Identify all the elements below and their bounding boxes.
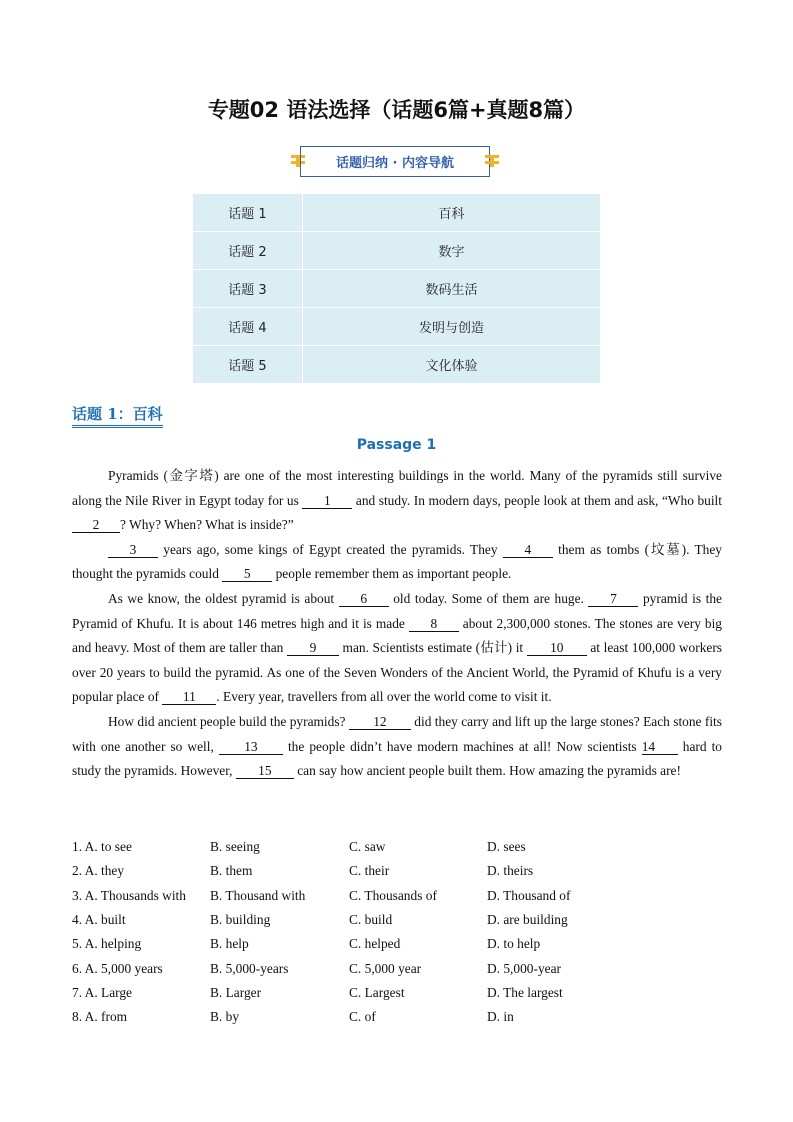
topic-table xyxy=(193,194,600,384)
passage-text-segment: old today. Some of them are huge. xyxy=(388,590,589,606)
option-b[interactable]: B. by xyxy=(210,1009,240,1025)
blank-8[interactable]: 8 xyxy=(409,616,459,632)
topic-name: 文化体验 xyxy=(303,346,600,384)
option-c[interactable]: C. Thousands of xyxy=(349,887,437,903)
option-c[interactable]: C. saw xyxy=(349,839,386,855)
question-options-row xyxy=(72,981,627,1005)
passage-text-segment: hard to study the pyramids. However, xyxy=(72,738,723,779)
option-a[interactable] xyxy=(72,839,210,855)
passage-text-segment: people remember them as important people. xyxy=(272,566,512,582)
option-c[interactable]: C. 5,000 year xyxy=(349,960,422,976)
option-d[interactable]: D. sees xyxy=(487,839,526,855)
option-c[interactable]: C. Largest xyxy=(349,984,405,1000)
passage-text xyxy=(72,464,722,784)
blank-1[interactable]: 1 xyxy=(302,493,352,509)
passage-text-segment: at least 100,000 workers over 20 years to build the pyramid. As one of the Seven Wonders of the Ancient World, the Pyramid of Khufu is a very popular place of xyxy=(72,640,723,705)
option-d[interactable]: D. Thousand of xyxy=(487,887,571,903)
passage-text-segment: As we know, the oldest pyramid is about xyxy=(108,590,339,606)
option-a[interactable] xyxy=(72,1009,210,1025)
answer-options xyxy=(72,835,627,1029)
option-d[interactable]: D. theirs xyxy=(487,863,534,879)
question-number: 3. xyxy=(72,887,83,903)
nav-box xyxy=(300,146,490,177)
passage-paragraph xyxy=(72,710,722,784)
passage-paragraph xyxy=(72,464,722,538)
blank-2[interactable]: 2 xyxy=(72,517,120,533)
question-number: 6. xyxy=(72,960,83,976)
question-number: 4. xyxy=(72,912,83,928)
option-c[interactable]: C. of xyxy=(349,1009,376,1025)
option-a[interactable] xyxy=(72,936,210,952)
option-text: A. helping xyxy=(82,936,142,952)
passage-text-segment: the people didn’t have modern machines at all! Now scientists xyxy=(282,738,642,754)
topic-name: 数字 xyxy=(303,232,600,270)
question-number: 1. xyxy=(72,839,83,855)
topic-row xyxy=(193,308,600,346)
blank-12[interactable]: 12 xyxy=(349,714,411,730)
passage-text-segment: years ago, some kings of Egypt created the pyramids. They xyxy=(158,541,503,557)
passage-paragraph xyxy=(72,587,722,710)
option-text: A. built xyxy=(82,912,126,928)
option-text: A. Large xyxy=(82,984,132,1000)
topic-row xyxy=(193,194,600,232)
option-d[interactable]: D. 5,000-year xyxy=(487,960,561,976)
topic-name: 百科 xyxy=(303,194,600,232)
topic-row xyxy=(193,232,600,270)
question-number: 7. xyxy=(72,984,83,1000)
blank-9[interactable]: 9 xyxy=(287,640,339,656)
blank-11[interactable]: 11 xyxy=(162,689,216,705)
topic-label: 话题 3 xyxy=(193,270,303,308)
topic-label: 话题 5 xyxy=(193,346,303,384)
topic-name: 数码生活 xyxy=(303,270,600,308)
question-options-row xyxy=(72,859,627,883)
option-b[interactable]: B. Thousand with xyxy=(210,887,306,903)
topic-name: 发明与创造 xyxy=(303,308,600,346)
passage-text-segment: ? Why? When? What is inside?” xyxy=(120,517,294,533)
option-b[interactable]: B. help xyxy=(210,936,249,952)
blank-7[interactable]: 7 xyxy=(588,591,638,607)
option-b[interactable]: B. Larger xyxy=(210,984,262,1000)
option-d[interactable]: D. to help xyxy=(487,936,541,952)
option-c[interactable]: C. their xyxy=(349,863,390,879)
blank-6[interactable]: 6 xyxy=(339,591,389,607)
option-text: A. Thousands with xyxy=(82,887,186,903)
option-b[interactable]: B. them xyxy=(210,863,253,879)
option-b[interactable]: B. seeing xyxy=(210,839,260,855)
option-b[interactable]: B. building xyxy=(210,912,271,928)
topic-label: 话题 4 xyxy=(193,308,303,346)
blank-13[interactable]: 13 xyxy=(219,739,283,755)
blank-3[interactable]: 3 xyxy=(108,542,158,558)
passage-text-segment: about 2,300,000 stones. The stones are very big and heavy. Most of them are taller than xyxy=(72,615,722,656)
nav-box-label: 话题归纳 · 内容导航 xyxy=(336,156,454,171)
blank-4[interactable]: 4 xyxy=(503,542,553,558)
question-number: 2. xyxy=(72,863,83,879)
option-text: A. to see xyxy=(82,839,132,855)
option-a[interactable] xyxy=(72,961,210,977)
question-options-row xyxy=(72,932,627,956)
topic-label: 话题 2 xyxy=(193,232,303,270)
question-options-row xyxy=(72,835,627,859)
option-d[interactable]: D. are building xyxy=(487,912,568,928)
option-a[interactable] xyxy=(72,888,210,904)
option-text: A. from xyxy=(82,1009,128,1025)
question-number: 8. xyxy=(72,1009,83,1025)
topic-label: 话题 1 xyxy=(193,194,303,232)
passage-text-segment: did they carry and lift up the large stones? Each stone fits with one another so well, xyxy=(72,713,722,754)
question-options-row xyxy=(72,1005,627,1029)
question-options-row xyxy=(72,956,627,980)
blank-5[interactable]: 5 xyxy=(222,566,272,582)
option-text: A. they xyxy=(82,863,125,879)
option-text: A. 5,000 years xyxy=(82,960,163,976)
question-options-row xyxy=(72,908,627,932)
option-a[interactable] xyxy=(72,985,210,1001)
page-title: 专题02 语法选择（话题6篇+真题8篇） xyxy=(207,98,586,122)
passage-paragraph xyxy=(72,538,722,587)
blank-10[interactable]: 10 xyxy=(527,640,587,656)
passage-text-segment: Pyramids (金字塔) are one of the most interesting buildings in the world. Many of the pyramids still survive along the Nile River in Egypt today for us xyxy=(72,468,722,508)
option-a[interactable] xyxy=(72,863,210,879)
option-c[interactable]: C. helped xyxy=(349,936,401,952)
passage-text-segment: How did ancient people build the pyramids? xyxy=(108,713,349,729)
passage-title: Passage 1 xyxy=(356,437,437,453)
option-d[interactable]: D. in xyxy=(487,1009,514,1025)
passage-text-segment: pyramid is the Pyramid of Khufu. It is about 146 metres high and it is made xyxy=(72,590,722,631)
topic-row xyxy=(193,270,600,308)
question-options-row xyxy=(72,884,627,908)
passage-text-segment: . Every year, travellers from all over the world come to visit it. xyxy=(216,689,552,705)
section-heading: 话题 1：百科 xyxy=(72,403,163,428)
passage-text-segment: them as tombs (坟墓). They thought the pyramids could xyxy=(72,541,722,582)
passage-text-segment: and study. In modern days, people look at them and ask, “Who built xyxy=(352,492,722,508)
passage-text-segment: can say how ancient people built them. How amazing the pyramids are! xyxy=(293,763,681,779)
nav-decoration-right-icon xyxy=(485,155,499,167)
question-number: 5. xyxy=(72,936,83,952)
passage-text-segment: man. Scientists estimate (估计) it xyxy=(338,640,527,656)
topic-row xyxy=(193,346,600,384)
option-c[interactable]: C. build xyxy=(349,912,393,928)
blank-15[interactable]: 15 xyxy=(236,763,294,779)
option-b[interactable]: B. 5,000-years xyxy=(210,960,289,976)
option-d[interactable]: D. The largest xyxy=(487,984,563,1000)
option-a[interactable] xyxy=(72,912,210,928)
blank-14[interactable]: 14 xyxy=(642,739,678,755)
